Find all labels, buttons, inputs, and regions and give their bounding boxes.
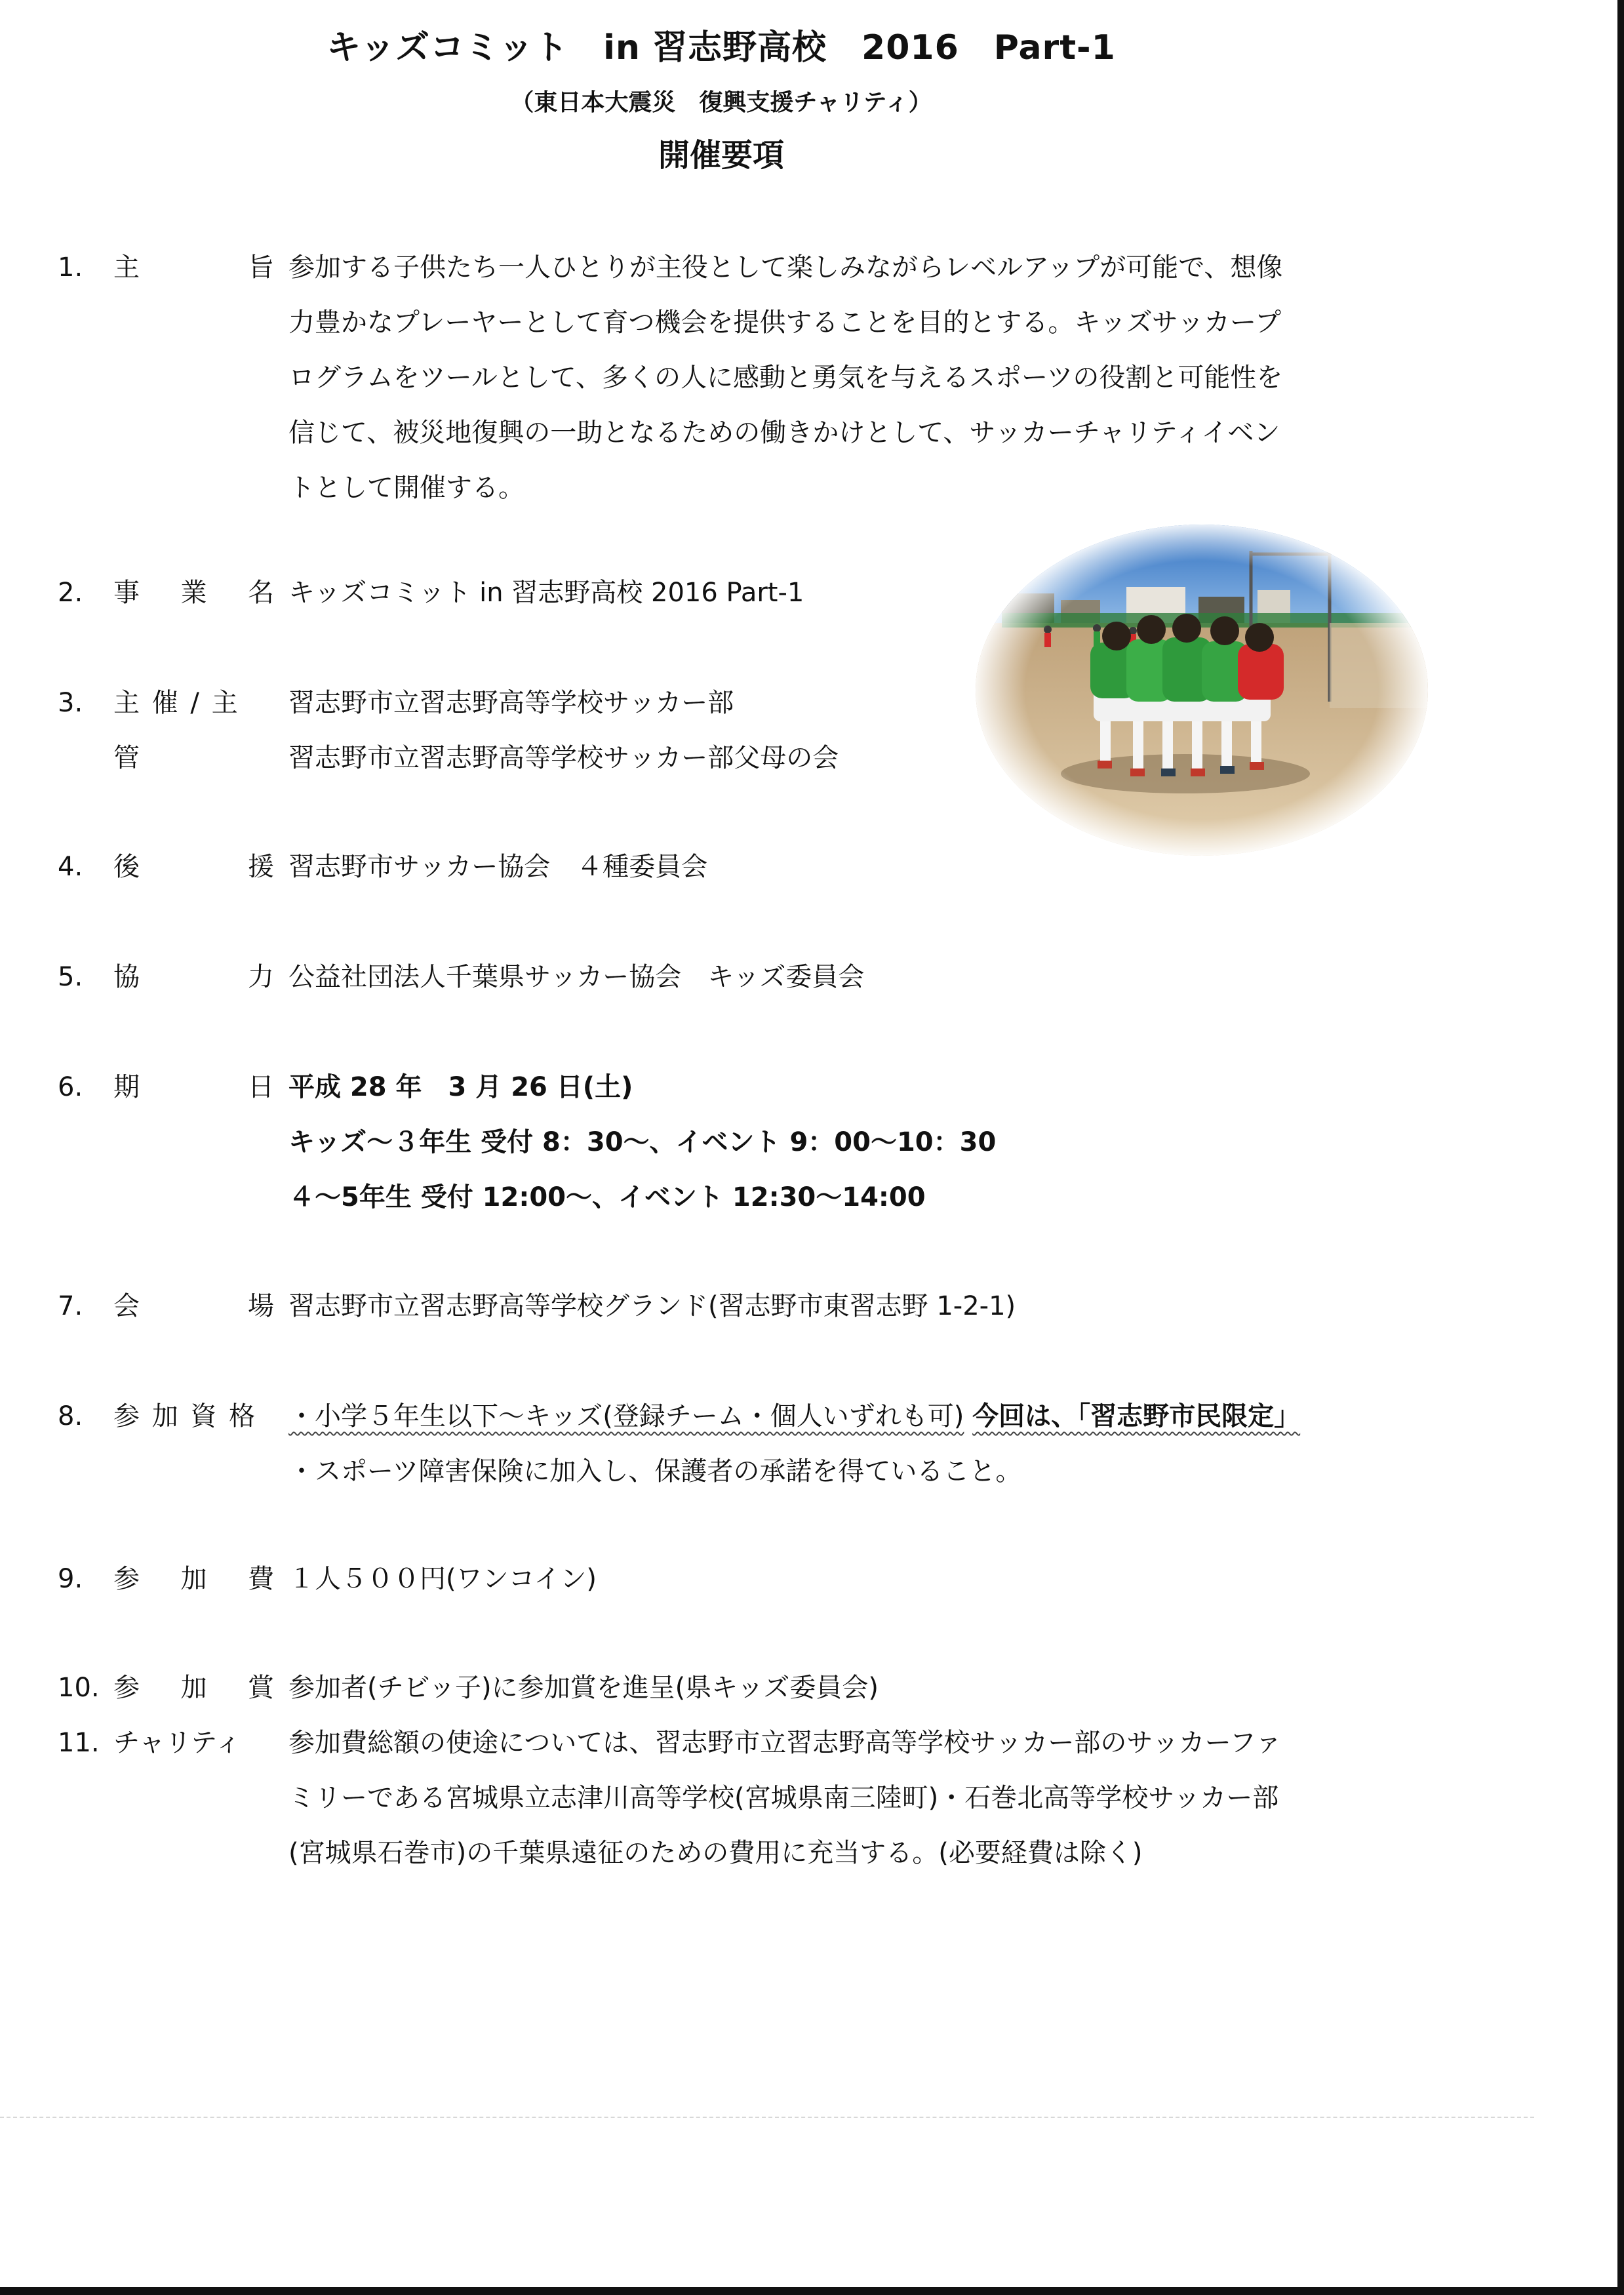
event-date: 平成 28 年 3 月 26 日(土) (288, 1072, 633, 1102)
item-content: 参加する子供たち一人ひとりが主役として楽しみながらレベルアップが可能で、想像 力豊かなプレーヤーとして育つ機会を提供することを目的とする。キッズサッカープ ログラムをツールとして、多くの人に感動と勇気を与えるスポーツの役割と可能性を 信じて、被災地復興の一助となるための働きかけとして、サッカーチャリティイベン トとして開催する。 (288, 252, 1283, 503)
item-fee (58, 1551, 1402, 1606)
item-content (288, 1060, 1402, 1225)
item-content: キッズコミット in 習志野高校 2016 Part-1 (288, 578, 804, 608)
item-number: 8. (58, 1401, 83, 1431)
session-grade4-5: ４～5年生 受付 12:00～、イベント 12:30～14:00 (288, 1182, 926, 1212)
item-charity (58, 1715, 1402, 1881)
item-content (288, 1389, 1402, 1499)
item-label: 参 加 費 (113, 1564, 274, 1594)
item-label: 主 旨 (113, 252, 274, 283)
session-kids: キッズ～３年生 受付 8：30～、イベント 9：00～10：30 (288, 1127, 997, 1157)
item-content: 習志野市サッカー協会 ４種委員会 (288, 852, 708, 882)
item-number: 5. (58, 962, 83, 992)
item-label: 参 加 賞 (113, 1673, 274, 1703)
scan-border-bottom (0, 2287, 1624, 2295)
item-number: 11. (58, 1728, 100, 1758)
item-content: 習志野市立習志野高等学校サッカー部 習志野市立習志野高等学校サッカー部父母の会 (288, 688, 839, 773)
item-venue (58, 1279, 1402, 1334)
item-number: 3. (58, 688, 83, 718)
item-content: 習志野市立習志野高等学校グランド(習志野市東習志野 1-2-1) (288, 1291, 1016, 1321)
item-event-name (58, 565, 976, 620)
document-title: キッズコミット in 習志野高校 2016 Part-1 (327, 28, 1116, 68)
item-content: 参加費総額の使途については、習志野市立習志野高等学校サッカー部のサッカーファ ミリーである宮城県立志津川高等学校(宮城県南三陸町)・石巻北高等学校サッカー部 (宮城県石巻市)の千葉県遠征のための費用に充当する。(必要経費は除く) (288, 1728, 1282, 1868)
item-label: 主 催 / 主 管 (113, 688, 240, 773)
eligibility-grade: ・小学５年生以下～キッズ(登録チーム・個人いずれも可) (288, 1401, 964, 1431)
item-label: 期 日 (113, 1072, 274, 1102)
item-label: 会 場 (113, 1291, 274, 1321)
scan-border-right (1617, 0, 1624, 2295)
item-number: 7. (58, 1291, 83, 1321)
item-number: 6. (58, 1072, 83, 1102)
item-number: 2. (58, 578, 83, 608)
item-number: 10. (58, 1673, 100, 1703)
item-label: 事 業 名 (113, 578, 274, 608)
eligibility-restriction: 今回は、「習志野市民限定」 (972, 1401, 1301, 1431)
item-number: 4. (58, 852, 83, 882)
scan-divider (0, 2117, 1534, 2118)
document-subtitle: （東日本大震災 復興支援チャリティ） (510, 89, 932, 116)
item-eligibility (58, 1389, 1402, 1499)
item-number: 9. (58, 1564, 83, 1594)
item-content: 公益社団法人千葉県サッカー協会 キッズ委員会 (288, 962, 865, 992)
item-content: 参加者(チビッ子)に参加賞を進呈(県キッズ委員会) (288, 1673, 879, 1703)
item-label: 協 力 (113, 962, 274, 992)
item-content: １人５００円(ワンコイン) (288, 1564, 597, 1594)
item-cooperation (58, 949, 1402, 1005)
item-label: チャリティ (113, 1728, 241, 1758)
item-label: 後 援 (113, 852, 274, 882)
item-label: 参 加 資 格 (113, 1401, 258, 1431)
team-huddle-photo (976, 525, 1428, 856)
section-heading: 開催要項 (658, 137, 784, 174)
item-prize (58, 1660, 1402, 1715)
item-purpose (58, 240, 1402, 515)
item-number: 1. (58, 252, 83, 283)
item-date (58, 1060, 1402, 1225)
item-organizer (58, 675, 976, 786)
eligibility-insurance: ・スポーツ障害保険に加入し、保護者の承諾を得ていること。 (288, 1456, 1022, 1487)
team-huddle-illustration (976, 525, 1428, 856)
